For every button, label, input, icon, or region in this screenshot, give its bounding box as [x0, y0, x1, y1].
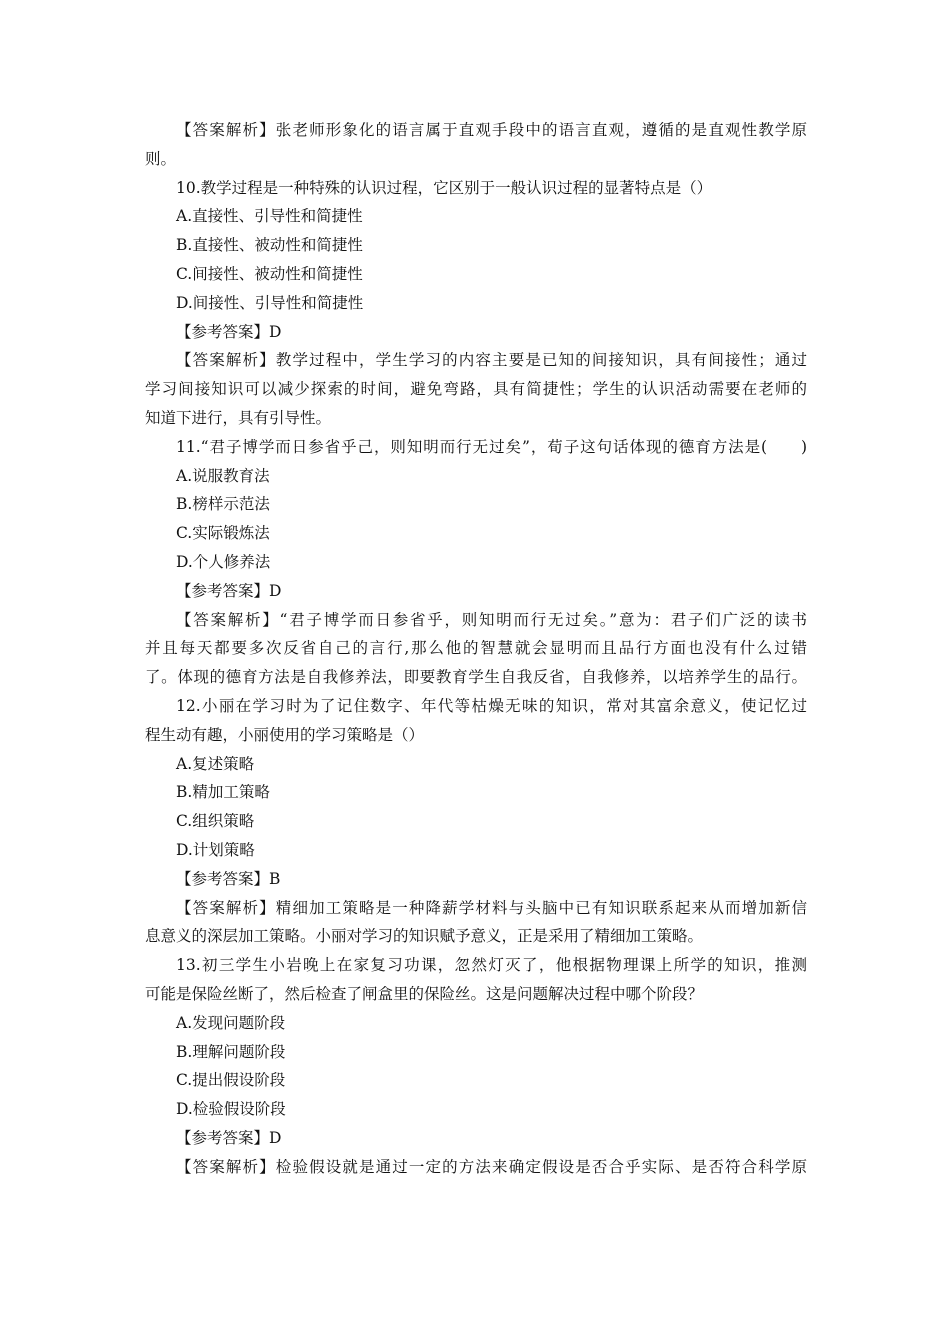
- text-line: B.理解问题阶段: [176, 1042, 286, 1061]
- text-line: 息意义的深层加工策略。小丽对学习的知识赋予意义，正是采用了精细加工策略。: [145, 927, 704, 946]
- text-line: 程生动有趣，小丽使用的学习策略是（）: [145, 725, 425, 744]
- text-line: 学习间接知识可以减少探索的时间，避免弯路，具有简捷性；学生的认识活动需要在老师的: [145, 380, 807, 399]
- text-line: 【答案解析】精细加工策略是一种降薪学材料与头脑中已有知识联系起来从而增加新信: [176, 898, 807, 917]
- text-line: C.间接性、被动性和简捷性: [176, 264, 363, 283]
- text-line: 知道下进行，具有引导性。: [145, 408, 332, 427]
- text-line: 【参考答案】B: [176, 869, 281, 888]
- text-line: 并且每天都要多次反省自己的言行,那么他的智慧就会显明而且品行方面也没有什么过错: [145, 639, 807, 658]
- text-line: D.个人修养法: [176, 552, 271, 571]
- text-line: 12.小丽在学习时为了记住数字、年代等枯燥无味的知识，常对其富余意义，使记忆过: [176, 696, 807, 715]
- text-line: B.直接性、被动性和简捷性: [176, 236, 363, 255]
- text-line: 10.教学过程是一种特殊的认识过程，它区别于一般认识过程的显著特点是（）: [176, 178, 713, 197]
- text-line: 则。: [145, 149, 177, 168]
- text-line: 【参考答案】D: [176, 581, 282, 600]
- text-line: B.精加工策略: [176, 783, 270, 802]
- text-line: D.检验假设阶段: [176, 1100, 286, 1119]
- text-line: B.榜样示范法: [176, 495, 270, 514]
- text-line: C.组织策略: [176, 812, 255, 831]
- text-line: A.发现问题阶段: [176, 1013, 286, 1032]
- text-line: 了。体现的德育方法是自我修养法，即要教育学生自我反省，自我修养，以培养学生的品行。: [145, 668, 807, 687]
- text-line: 【答案解析】张老师形象化的语言属于直观手段中的语言直观，遵循的是直观性教学原: [176, 121, 807, 139]
- text-line: 【答案解析】检验假设就是通过一定的方法来确定假设是否合乎实际、是否符合科学原: [176, 1157, 807, 1176]
- text-line: 11.“君子博学而日参省乎己，则知明而行无过矣”，荀子这句话体现的德育方法是( ): [176, 437, 807, 456]
- text-line: A.说服教育法: [176, 466, 270, 485]
- text-line: 【参考答案】D: [176, 322, 282, 341]
- text-line: 【答案解析】教学过程中，学生学习的内容主要是已知的间接知识，具有间接性；通过: [176, 351, 807, 370]
- text-line: 【答案解析】“君子博学而日参省乎，则知明而行无过矣。”意为：君子们广泛的读书: [176, 610, 807, 629]
- text-line: A.复述策略: [176, 754, 255, 773]
- text-line: D.间接性、引导性和简捷性: [176, 293, 364, 312]
- text-line: A.直接性、引导性和简捷性: [176, 207, 363, 226]
- text-line: D.计划策略: [176, 840, 255, 859]
- document-body: [145, 116, 807, 1181]
- text-line: 【参考答案】D: [176, 1128, 282, 1147]
- text-line: C.提出假设阶段: [176, 1071, 286, 1090]
- text-line: C.实际锻炼法: [176, 524, 270, 543]
- text-line: 可能是保险丝断了，然后检查了闸盒里的保险丝。这是问题解决过程中哪个阶段？: [145, 984, 704, 1003]
- text-line: 13.初三学生小岩晚上在家复习功课，忽然灯灭了，他根据物理课上所学的知识，推测: [176, 956, 807, 975]
